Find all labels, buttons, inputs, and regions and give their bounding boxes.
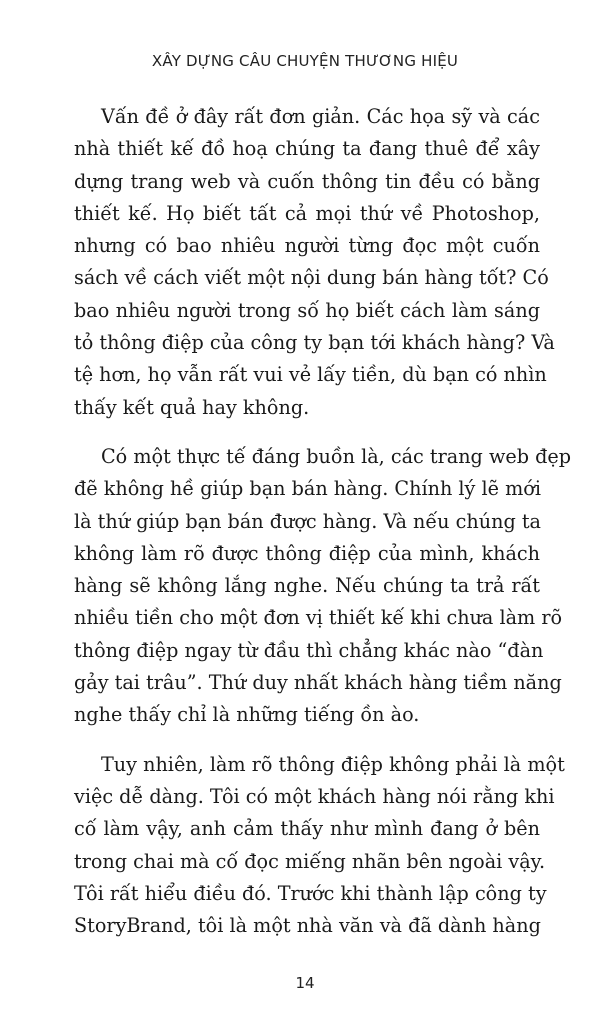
text-line: dựng trang web và cuốn thông tin đều có bằng: [74, 169, 540, 193]
text-line: Tôi rất hiểu điều đó. Trước khi thành lập công ty: [74, 881, 547, 905]
text-line: cố làm vậy, anh cảm thấy như mình đang ở bên: [74, 817, 540, 841]
text-line: Tuy nhiên, làm rõ thông điệp không phải là một: [101, 752, 565, 776]
body-text: [74, 101, 572, 942]
text-line: sách về cách viết một nội dung bán hàng tốt? Có: [74, 266, 549, 290]
text-line: Có một thực tế đáng buồn là, các trang web đẹp: [101, 444, 572, 468]
text-line: bao nhiêu người trong số họ biết cách làm sáng: [74, 298, 540, 322]
text-line: không làm rõ được thông điệp của mình, khách: [74, 541, 540, 565]
text-line: gảy tai trâu”. Thứ duy nhất khách hàng tiềm năng: [74, 671, 562, 695]
text-line: tỏ thông điệp của công ty bạn tới khách hàng? Và: [74, 331, 555, 355]
text-line: nhưng có bao nhiêu người từng đọc một cuốn: [74, 234, 540, 258]
text-line: là thứ giúp bạn bán được hàng. Và nếu chúng ta: [74, 509, 541, 533]
paragraph-1: [74, 101, 555, 424]
text-line: StoryBrand, tôi là một nhà văn và đã dành hàng: [74, 914, 541, 938]
text-line: nhà thiết kế đồ hoạ chúng ta đang thuê để xây: [74, 137, 540, 161]
text-line: thấy kết quả hay không.: [74, 395, 310, 419]
paragraph-2: [74, 441, 572, 732]
running-header: XÂY DỰNG CÂU CHUYỆN THƯƠNG HIỆU: [151, 52, 459, 70]
text-line: thiết kế. Họ biết tất cả mọi thứ về Photoshop,: [74, 201, 540, 225]
page-number: 14: [295, 974, 315, 992]
text-line: việc dễ dàng. Tôi có một khách hàng nói rằng khi: [74, 784, 555, 808]
text-line: nhiều tiền cho một đơn vị thiết kế khi chưa làm rõ: [74, 606, 563, 630]
text-line: thông điệp ngay từ đầu thì chẳng khác nào “đàn: [74, 638, 544, 662]
text-line: tệ hơn, họ vẫn rất vui vẻ lấy tiền, dù bạn có nhìn: [74, 363, 547, 387]
text-line: đẽ không hề giúp bạn bán hàng. Chính lý lẽ mới: [74, 477, 541, 501]
paragraph-3: [74, 749, 565, 943]
text-line: trong chai mà cố đọc miếng nhãn bên ngoài vậy.: [74, 849, 546, 873]
text-line: nghe thấy chỉ là những tiếng ồn ào.: [74, 703, 420, 727]
text-line: Vấn đề ở đây rất đơn giản. Các họa sỹ và các: [101, 105, 540, 128]
text-line: hàng sẽ không lắng nghe. Nếu chúng ta trả rất: [74, 574, 540, 598]
